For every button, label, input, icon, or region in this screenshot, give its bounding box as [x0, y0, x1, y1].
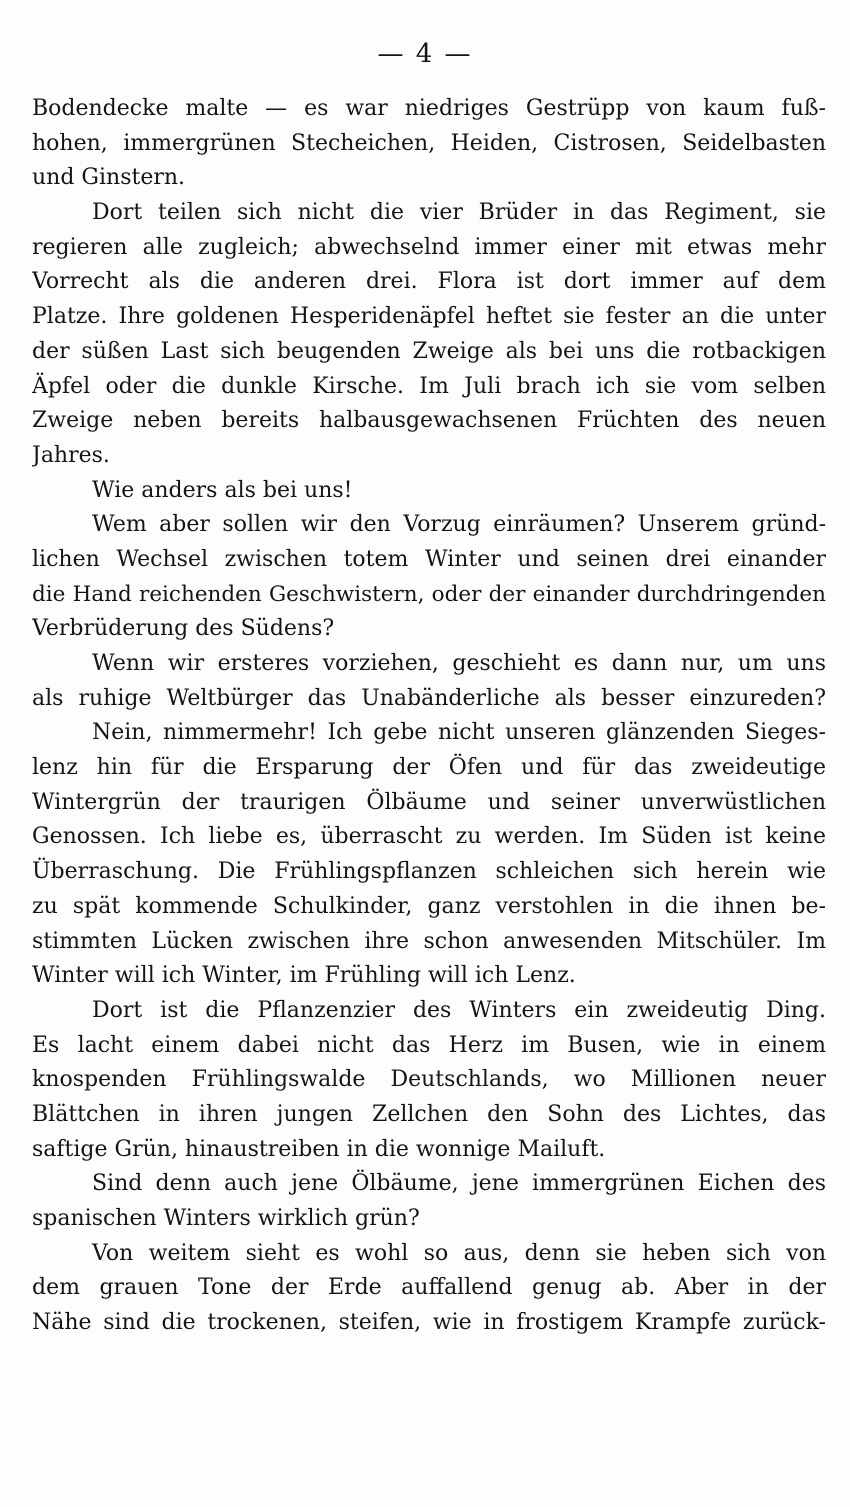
text-line: regieren alle zugleich; abwechselnd immer einer mit etwas mehr: [32, 234, 826, 260]
text-line: Es lacht einem dabei nicht das Herz im Busen, wie in einem: [32, 1032, 826, 1058]
text-line: der süßen Last sich beugenden Zweige als bei uns die rotbackigen: [32, 338, 826, 364]
text-line: knospenden Frühlingswalde Deutschlands, wo Millionen neuer: [32, 1067, 826, 1093]
text-line: Bodendecke malte — es war niedriges Gestrüpp von kaum fuß-: [32, 96, 826, 121]
text-line: Blättchen in ihren jungen Zellchen den Sohn des Lichtes, das: [32, 1101, 826, 1127]
text-line: Dort ist die Pflanzenzier des Winters ein zweideutig Ding.: [92, 997, 826, 1023]
text-line: als ruhige Weltbürger das Unabänderliche als besser einzureden?: [32, 685, 826, 711]
text-line: Dort teilen sich nicht die vier Brüder in das Regiment, sie: [92, 200, 826, 226]
text-line: lichen Wechsel zwischen totem Winter und seinen drei einander: [32, 546, 826, 572]
text-line: Platze. Ihre goldenen Hesperidenäpfel heftet sie fester an die unter: [32, 304, 826, 330]
text-line: Jahres.: [32, 442, 110, 468]
text-line: dem grauen Tone der Erde auffallend genug ab. Aber in der: [32, 1275, 826, 1301]
text-line: stimmten Lücken zwischen ihre schon anwesenden Mitschüler. Im: [32, 928, 826, 954]
text-line: lenz hin für die Ersparung der Öfen und für das zweideutige: [32, 755, 826, 781]
text-line: Verbrüderung des Südens?: [32, 616, 335, 642]
text-line: Zweige neben bereits halbausgewachsenen Früchten des neuen: [32, 408, 826, 434]
text-line: Nähe sind die trockenen, steifen, wie in frostigem Krampfe zurück-: [32, 1310, 826, 1336]
text-line: zu spät kommende Schulkinder, ganz verstohlen in die ihnen be-: [32, 893, 826, 919]
text-line: Wie anders als bei uns!: [92, 477, 353, 503]
text-line: Wem aber sollen wir den Vorzug einräumen? Unserem gründ-: [92, 512, 826, 538]
text-line: Nein, nimmermehr! Ich gebe nicht unseren glänzenden Sieges-: [92, 720, 826, 746]
text-line: die Hand reichenden Geschwistern, oder der einander durchdringenden: [32, 581, 826, 607]
text-line: Äpfel oder die dunkle Kirsche. Im Juli brach ich sie vom selben: [32, 373, 826, 399]
text-line: und Ginstern.: [32, 165, 186, 191]
text-line: Sind denn auch jene Ölbäume, jene immergrünen Eichen des: [92, 1171, 826, 1197]
text-line: spanischen Winters wirklich grün?: [32, 1206, 420, 1231]
text-line: Genossen. Ich liebe es, überrascht zu werden. Im Süden ist keine: [32, 824, 826, 850]
body-text: [32, 92, 826, 1341]
text-line: Winter will ich Winter, im Frühling will ich Lenz.: [32, 963, 576, 989]
text-line: saftige Grün, hinaustreiben in die wonnige Mailuft.: [32, 1136, 606, 1162]
text-line: Von weitem sieht es wohl so aus, denn sie heben sich von: [92, 1240, 826, 1266]
text-line: Überraschung. Die Frühlingspflanzen schleichen sich herein wie: [32, 859, 826, 885]
text-line: Vorrecht als die anderen drei. Flora ist dort immer auf dem: [32, 269, 826, 295]
page-number: — 4 —: [377, 39, 473, 69]
text-line: Wintergrün der traurigen Ölbäume und seiner unverwüstlichen: [32, 789, 826, 815]
text-line: Wenn wir ersteres vorziehen, geschieht es dann nur, um uns: [92, 651, 826, 676]
text-line: hohen, immergrünen Stecheichen, Heiden, Cistrosen, Seidelbasten: [32, 130, 826, 156]
